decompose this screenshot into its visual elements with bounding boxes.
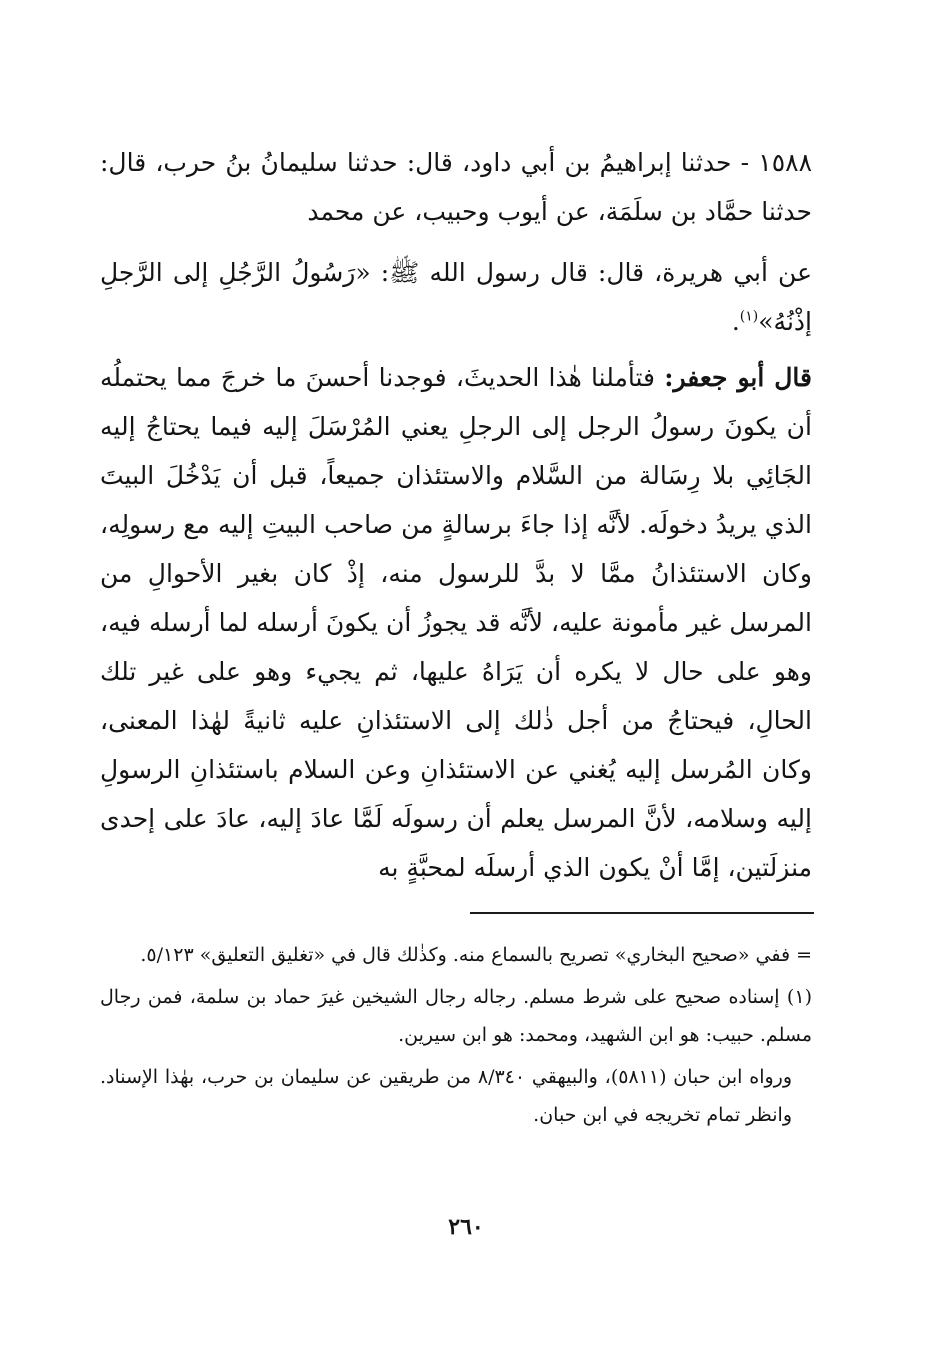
hadith-block <box>100 138 812 346</box>
commentary-block <box>100 353 812 892</box>
hadith-text-body: عن أبي هريرة، قال: قال رسول الله ﷺ: «رَسُولُ الرَّجُلِ إلى الرَّجلِ إذْنُهُ» <box>100 258 812 336</box>
commentary-speaker: قال أبو جعفر: <box>664 363 812 392</box>
footnotes-block <box>100 936 812 1138</box>
hadith-text <box>100 248 812 346</box>
footnote-1-paragraph-1: (١) إسناده صحيح على شرط مسلم. رجاله رجال الشيخين غيرَ حماد بن سلمة، فمن رجال مسلم. حبيب: هو ابن الشهيد، ومحمد: هو ابن سيرين. <box>100 986 812 1046</box>
hadith-chain <box>100 138 812 236</box>
hadith-chain-text: ١٥٨٨ - حدثنا إبراهيمُ بن أبي داود، قال: حدثنا سليمانُ بنُ حرب، قال: حدثنا حمَّاد بن سلَمَة، عن أيوب وحبيب، عن محمد <box>100 148 812 226</box>
footnote-separator <box>470 912 814 914</box>
footnote-1-paragraph-2: ورواه ابن حبان (٥٨١١)، والبيهقي ٨/٣٤٠ من طريقين عن سليمان بن حرب، بهٰذا الإسناد. وانظر تمام تخريجه في ابن حبان. <box>100 1066 792 1126</box>
page-number: ٢٦٠ <box>448 1214 484 1240</box>
footnote-continuation: = ففي «صحيح البخاري» تصريح بالسماع منه. وكذٰلك قال في «تغليق التعليق» ٥/١٢٣. <box>140 944 812 966</box>
commentary-text: فتأملنا هٰذا الحديثَ، فوجدنا أحسنَ ما خرجَ مما يحتملُه أن يكونَ رسولُ الرجل إلى الرجلِ يعني المُرْسَلَ إليه فيما يحتاجُ إليه الجَائِي بلا رِسَالة من السَّلام والاستئذان جميعاً، قبل أن يَدْخُلَ البيتَ الذي يريدُ دخولَه. لأنَّه إذا جاءَ برسالةٍ من صاحب البيتِ إليه مع رسولِه، وكان الاستئذانُ ممَّا لا بدَّ للرسول منه، إذْ كان بغير الأحوالِ من المرسل غير مأمونة عليه، لأنَّه قد يجوزُ أن يكونَ أرسله لما أرسله فيه، وهو على حال لا يكره أن يَرَاهُ عليها، ثم يجيء وهو على غير تلك الحالِ، فيحتاجُ من أجل ذٰلك إلى الاستئذانِ عليه ثانيةً لهٰذا المعنى، وكان المُرسل إليه يُغني عن الاستئذانِ وعن السلام باستئذانِ الرسولِ إليه وسلامه، لأنَّ المرسل يعلم أن رسولَه لَمَّا عادَ إليه، عادَ على إحدى منزلَتين، إمَّا أنْ يكون الذي أرسلَه لمحبَّةٍ به <box>100 363 812 882</box>
hadith-text-end: . <box>731 307 740 336</box>
footnote-reference[interactable]: (١) <box>739 308 759 325</box>
